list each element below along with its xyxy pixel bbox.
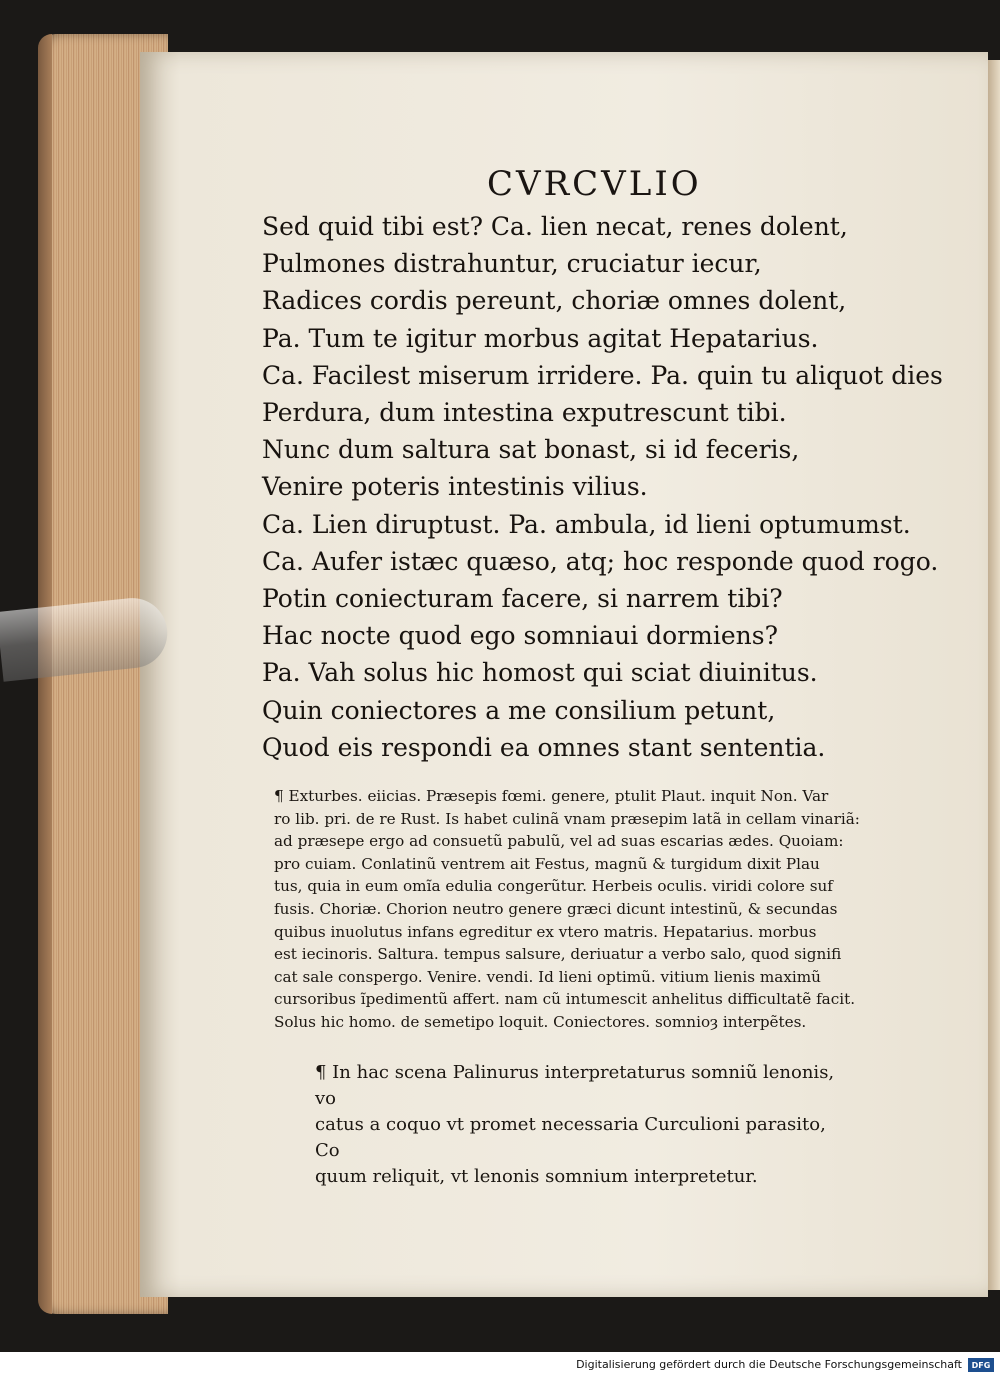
verse-line: Ca. Aufer istæc quæso, atq; hoc responde quod rogo. — [262, 546, 939, 576]
scene-argument — [315, 1060, 845, 1190]
verse-line: Nunc dum saltura sat bonast, si id feceris, — [262, 435, 800, 465]
commentary-line: ad præsepe ergo ad consuetũ pabulũ, vel ad suas escarias ædes. Quoiam: — [274, 832, 844, 851]
verse-line: Pulmones distrahuntur, cruciatur iecur, — [262, 249, 762, 279]
running-head: CVRCVLIO — [487, 164, 702, 204]
commentary-line: tus, quia in eum omĩa edulia congerũtur. Herbeis oculis. viridi colore suf — [274, 877, 833, 896]
verse-line: Hac nocte quod ego somniaui dormiens? — [262, 621, 778, 651]
argument-line: catus a coquo vt promet necessaria Curculioni parasito, Co — [315, 1114, 826, 1161]
commentary-line: fusis. Choriæ. Chorion neutro genere græci dicunt intestinũ, & secundas — [274, 899, 838, 918]
verse-line: Potin coniecturam facere, si narrem tibi? — [262, 584, 783, 614]
commentary-line: Solus hic homo. de semetipo loquit. Coniectores. somnioȝ interpẽtes. — [274, 1012, 807, 1031]
commentary-line: pro cuiam. Conlatinũ ventrem ait Festus, magnũ & turgidum dixit Plau — [274, 854, 820, 873]
digitization-footer — [0, 1352, 1000, 1376]
verse-line: Ca. Lien diruptust. Pa. ambula, id lieni optumumst. — [262, 509, 911, 539]
verse-line: Radices cordis pereunt, choriæ omnes dolent, — [262, 286, 847, 316]
commentary-line: cat sale conspergo. Venire. vendi. Id lieni optimũ. vitium lienis maximũ — [274, 967, 821, 986]
commentary-line: cursoribus ĩpedimentũ affert. nam cũ intumescit anhelitus difficultatẽ facit. — [274, 990, 856, 1009]
verse-line: Venire poteris intestinis vilius. — [262, 472, 648, 502]
argument-line: quum reliquit, vt lenonis somnium interpretetur. — [315, 1166, 758, 1187]
commentary-line: ¶ Exturbes. eiicias. Præsepis fœmi. genere, ptulit Plaut. inquit Non. Var — [274, 787, 829, 805]
verse-line: Perdura, dum intestina exputrescunt tibi. — [262, 398, 787, 428]
verse-block — [262, 208, 943, 766]
commentary-block — [274, 785, 884, 1034]
verse-line: Pa. Tum te igitur morbus agitat Hepatarius. — [262, 323, 819, 353]
commentary-line: quibus inuolutus infans egreditur ex vtero matris. Hepatarius. morbus — [274, 922, 817, 941]
commentary-line: ro lib. pri. de re Rust. Is habet culinã vnam præsepim latã in cellam vinariã: — [274, 809, 860, 828]
dfg-logo-icon: DFG — [968, 1358, 994, 1372]
verse-line: Quin coniectores a me consilium petunt, — [262, 695, 776, 725]
footer-text: Digitalisierung gefördert durch die Deutsche Forschungsgemeinschaft — [576, 1357, 962, 1371]
commentary-line: est iecinoris. Saltura. tempus salsure, deriuatur a verbo salo, quod signifi — [274, 945, 842, 964]
verse-line: Ca. Facilest miserum irridere. Pa. quin tu aliquot dies — [262, 360, 943, 390]
verse-line: Sed quid tibi est? Ca. lien necat, renes dolent, — [262, 212, 848, 241]
argument-line: ¶ In hac scena Palinurus interpretaturus somniũ lenonis, vo — [315, 1062, 835, 1109]
verse-line: Quod eis respondi ea omnes stant sententia. — [262, 732, 826, 762]
verse-line: Pa. Vah solus hic homost qui sciat diuinitus. — [262, 658, 818, 688]
